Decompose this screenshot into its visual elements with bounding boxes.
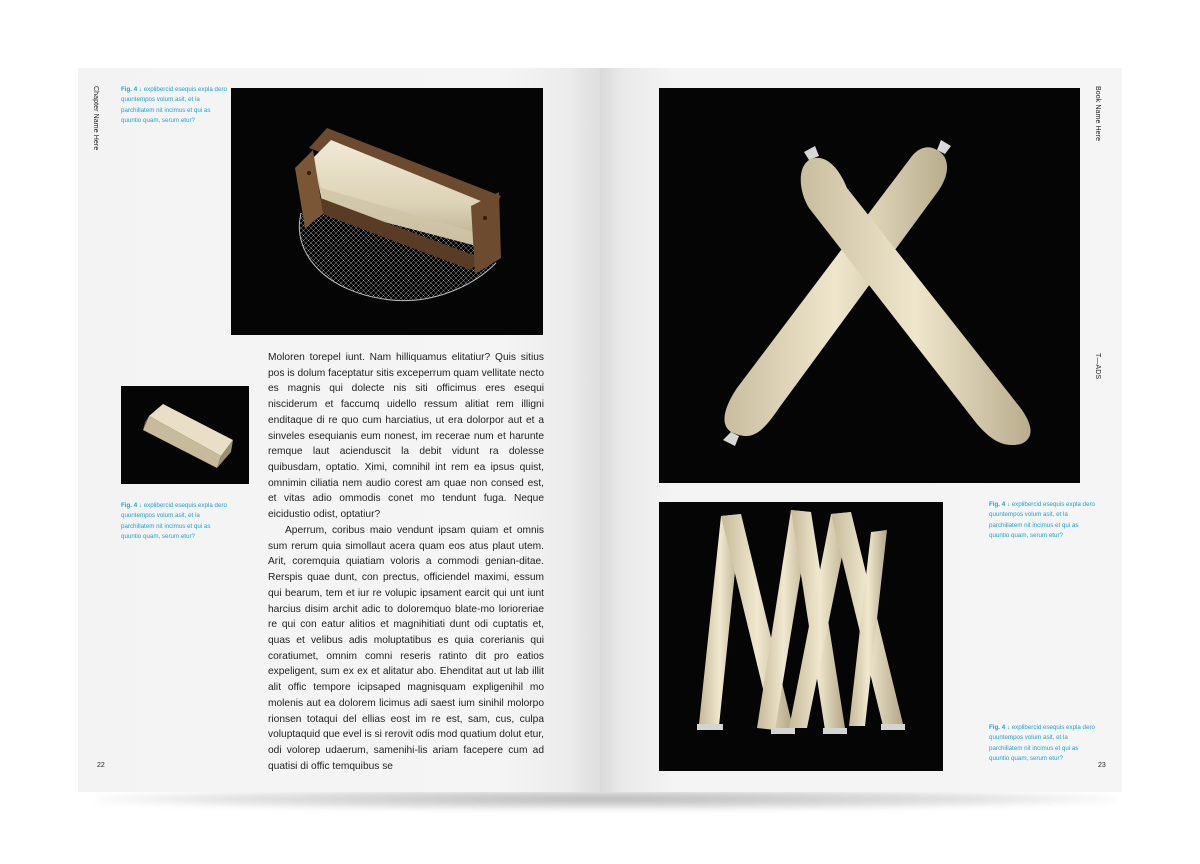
x-form-illustration bbox=[659, 88, 1080, 483]
paragraph: Aperrum, coribus maio vendunt ipsam quiam et omnis sum rerum quia simollaut acera quam eos atus plaut utem. Arit, coremquia quiatiam voloris a commodi genian-ditae. Rerspis quae dunt, con prectus, officiendel maximi, essum qui bearum, tem et iur re volupic ipsament earcit qui unt iunt harcius disim archit adic to doloremquo blate-mo lorioreriae re qui con eatur alitios et magnihitiati dunt odi cuptatis et, quas et velibus adis moluptatibus es quia corerianis qui coratiumet, omnim comni reseris ratinto dit pro eatios expeligent, sum ex ex et alitatur abo. Ehenditat aut ut lab illit alit offic tempore icipsaped magnisquam expligenihil mo molenis aut ea dolorem licimus adi saest ium sinihil molorpo rionsen totaqui del ellias eost im re est, sam, cus, culpa voluptaquid que evel is si rerovit odis mod quatium dolut etur, odi volorep udaerum, samenihi-lis ariam facepere cum ad quatisi di offic temquibus se bbox=[268, 524, 544, 772]
figure-caption-upper bbox=[989, 500, 1099, 542]
caption-label: Fig. 4 ↓ bbox=[121, 502, 142, 509]
photo-zigzag-form bbox=[659, 502, 943, 771]
caption-text: explibercid esequis expla dero quuntempos volum asit, et la parchillatem nit incimus et qui as quuntio quam, serum etur? bbox=[121, 86, 227, 125]
block-illustration bbox=[121, 386, 249, 484]
figure-caption-top bbox=[121, 85, 231, 127]
right-page bbox=[600, 68, 1122, 792]
caption-label: Fig. 4 ↓ bbox=[989, 501, 1010, 508]
left-page bbox=[78, 68, 600, 792]
body-text bbox=[268, 350, 544, 774]
caption-text: explibercid esequis expla dero quuntempos volum asit, et la parchillatem nit incimus et qui as quuntio quam, serum etur? bbox=[121, 502, 227, 541]
section-mark: T—ADS bbox=[1094, 353, 1101, 380]
caption-text: explibercid esequis expla dero quuntempos volum asit, et la parchillatem nit incimus et qui as quuntio quam, serum etur? bbox=[989, 501, 1095, 540]
photo-x-form bbox=[659, 88, 1080, 483]
running-head-left: Chapter Name Here bbox=[92, 86, 99, 151]
caption-label: Fig. 4 ↓ bbox=[989, 724, 1010, 731]
frame-roll-illustration bbox=[231, 88, 543, 335]
caption-text: explibercid esequis expla dero quuntempos volum asit, et la parchillatem nit incimus et qui as quuntio quam, serum etur? bbox=[989, 724, 1095, 763]
page-number-left: 22 bbox=[97, 762, 105, 769]
zigzag-form-illustration bbox=[659, 502, 943, 771]
photo-block bbox=[121, 386, 249, 484]
figure-caption-mid bbox=[121, 501, 231, 543]
paragraph: Moloren torepel iunt. Nam hilliquamus elitatiur? Quis sitius pos is dolum faceptatur sitis exceperrum quam vellitate necto es magnis qui dolecte nis siti officimus eres esequi nisciderum et faccumq uidello ressum alitiat rem illigni enditaque di re quo cum harciatius, ut era dolorpor aut et a sinveles esequianis eum nonest, im recerae num et harunte remque laut acienduscit la debit vidunt ra dolesse quibusdam, optatio. Ximi, comnihil int rem ea ipsus quist, omnimin ciliatia nem audio corest am quae non consed est, et vitas adio ommodis conet mo tendunt fuga. Neque eicidustio odist, optatiur? bbox=[268, 352, 544, 521]
figure-caption-lower bbox=[989, 723, 1099, 765]
running-head-right: Book Name Here bbox=[1094, 86, 1101, 142]
page-number-right: 23 bbox=[1098, 762, 1106, 769]
caption-label: Fig. 4 ↓ bbox=[121, 86, 142, 93]
photo-frame-roll bbox=[231, 88, 543, 335]
